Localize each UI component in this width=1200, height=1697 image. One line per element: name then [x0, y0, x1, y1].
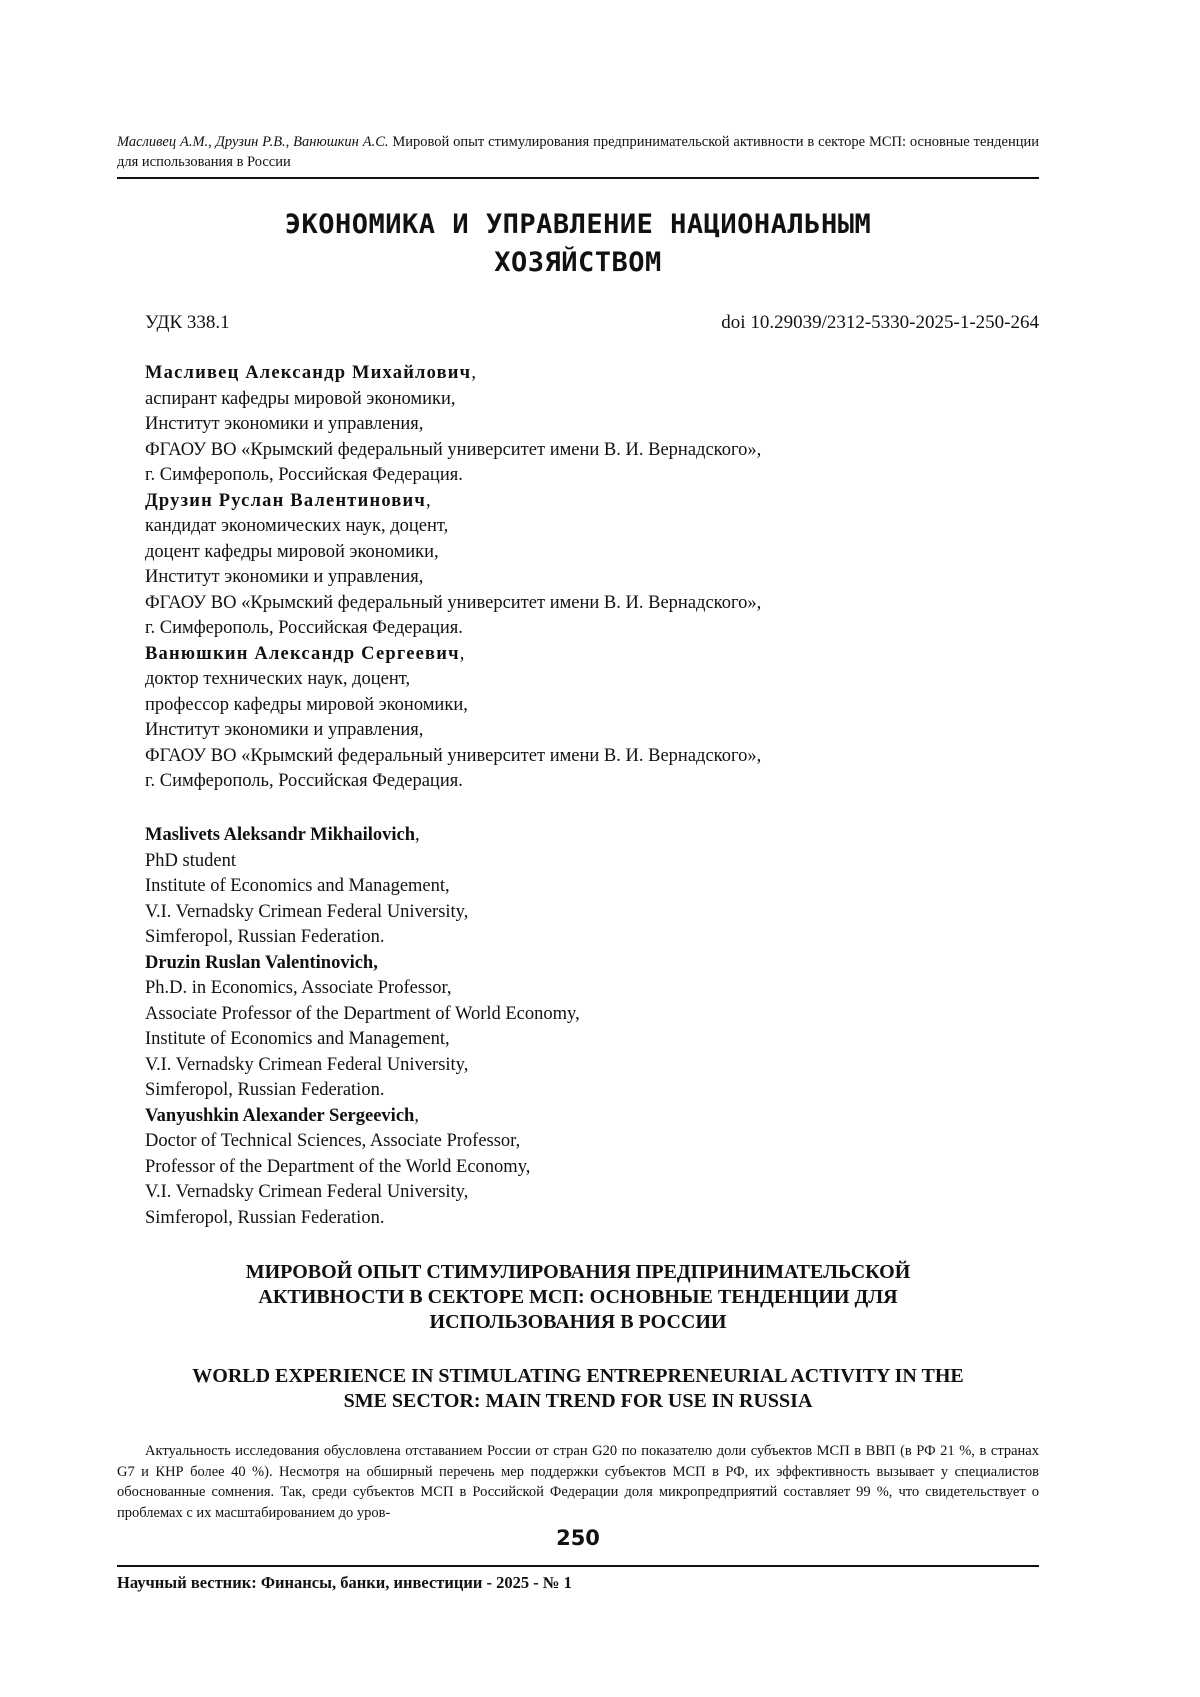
- affiliation-line: доктор технических наук, доцент,: [145, 669, 411, 689]
- article-title-ru: [117, 1260, 1039, 1335]
- title-line: SME SECTOR: MAIN TREND FOR USE IN RUSSIA: [343, 1390, 813, 1412]
- authors-ru: [145, 361, 1025, 795]
- authors-en: [145, 823, 1025, 1231]
- affiliation-line: Doctor of Technical Sciences, Associate Professor,: [145, 1131, 521, 1151]
- footer-rule: [117, 1565, 1039, 1567]
- affiliation-line: PhD student: [145, 850, 236, 871]
- author-name: Друзин Руслан Валентинович: [145, 490, 426, 511]
- author-ru-3: Ванюшкин Александр Сергеевич,: [145, 643, 465, 664]
- author-name: Масливец Александр Михайлович: [145, 363, 472, 383]
- affiliation-line: профессор кафедры мировой экономики,: [145, 694, 468, 715]
- author-name: Ванюшкин Александр Сергеевич: [145, 643, 460, 664]
- section-title-line: ХОЗЯЙСТВОМ: [494, 247, 662, 278]
- affiliation-line: Simferopol, Russian Federation.: [145, 927, 385, 947]
- affiliation-line: г. Симферополь, Российская Федерация.: [145, 771, 463, 791]
- header-rule: [117, 177, 1039, 179]
- running-header-title: Мировой опыт стимулирования предпринимательской активности в секторе МСП: основные тенденции для использования в России: [117, 134, 1039, 170]
- affiliation-line: Институт экономики и управления,: [145, 567, 424, 587]
- affiliation-line: г. Симферополь, Российская Федерация.: [145, 618, 463, 638]
- author-name: Maslivets Aleksandr Mikhailovich: [145, 825, 415, 845]
- title-line: МИРОВОЙ ОПЫТ СТИМУЛИРОВАНИЯ ПРЕДПРИНИМАТЕЛЬСКОЙ: [245, 1261, 911, 1283]
- author-en-1: Maslivets Aleksandr Mikhailovich,: [145, 825, 420, 845]
- affiliation-line: ФГАОУ ВО «Крымский федеральный университет имени В. И. Вернадского»,: [145, 592, 762, 613]
- affiliation-line: кандидат экономических наук, доцент,: [145, 516, 449, 536]
- abstract-paragraph: Актуальность исследования обусловлена отставанием России от стран G20 по показателю доли субъектов МСП в ВВП (в РФ 21 %, в странах G7 и КНР более 40 %). Несмотря на обширный перечень мер поддержки субъектов МСП в РФ, их эффективность вызывает у специалистов обоснованные сомнения. Так, среди субъектов МСП в Российской Федерации доля микропредприятий составляет 99 %, что свидетельствует о проблемах с их масштабированием до уров-: [117, 1443, 1039, 1521]
- author-en-3: Vanyushkin Alexander Sergeevich,: [145, 1105, 419, 1126]
- affiliation-line: ФГАОУ ВО «Крымский федеральный университет имени В. И. Вернадского»,: [145, 439, 762, 460]
- affiliation-line: Professor of the Department of the World Economy,: [145, 1156, 531, 1177]
- article-title-en: [117, 1364, 1039, 1414]
- doi: doi 10.29039/2312-5330-2025-1-250-264: [721, 312, 1039, 333]
- affiliation-line: Associate Professor of the Department of World Economy,: [145, 1003, 580, 1024]
- author-name: Vanyushkin Alexander Sergeevich: [145, 1105, 415, 1126]
- affiliation-line: доцент кафедры мировой экономики,: [145, 541, 439, 562]
- affiliation-line: V.I. Vernadsky Crimean Federal University,: [145, 1182, 469, 1202]
- affiliation-line: Институт экономики и управления,: [145, 720, 424, 740]
- page-number: 250: [556, 1526, 600, 1550]
- affiliation-line: V.I. Vernadsky Crimean Federal University,: [145, 1054, 469, 1075]
- affiliation-line: Simferopol, Russian Federation.: [145, 1080, 385, 1100]
- author-ru-1: Масливец Александр Михайлович,: [145, 363, 476, 383]
- running-header: [117, 132, 1039, 172]
- affiliation-line: Institute of Economics and Management,: [145, 876, 450, 896]
- udk-code: УДК 338.1: [145, 312, 230, 333]
- title-line: АКТИВНОСТИ В СЕКТОРЕ МСП: ОСНОВНЫЕ ТЕНДЕНЦИИ ДЛЯ: [258, 1286, 898, 1308]
- section-title: [117, 206, 1039, 282]
- title-line: WORLD EXPERIENCE IN STIMULATING ENTREPRENEURIAL ACTIVITY IN THE: [192, 1365, 964, 1387]
- abstract: [117, 1441, 1039, 1523]
- section-title-line: ЭКОНОМИКА И УПРАВЛЕНИЕ НАЦИОНАЛЬНЫМ: [284, 209, 872, 240]
- affiliation-line: Ph.D. in Economics, Associate Professor,: [145, 978, 452, 998]
- affiliation-line: Institute of Economics and Management,: [145, 1029, 450, 1049]
- title-line: ИСПОЛЬЗОВАНИЯ В РОССИИ: [429, 1311, 727, 1333]
- affiliation-line: Институт экономики и управления,: [145, 414, 424, 434]
- affiliation-line: Simferopol, Russian Federation.: [145, 1207, 385, 1228]
- author-name: Druzin Ruslan Valentinovich: [145, 952, 374, 973]
- journal-footer: Научный вестник: Финансы, банки, инвестиции - 2025 - № 1: [117, 1573, 572, 1592]
- affiliation-line: V.I. Vernadsky Crimean Federal University,: [145, 901, 469, 922]
- affiliation-line: аспирант кафедры мировой экономики,: [145, 388, 456, 409]
- affiliation-line: г. Симферополь, Российская Федерация.: [145, 465, 463, 485]
- affiliation-line: ФГАОУ ВО «Крымский федеральный университет имени В. И. Вернадского»,: [145, 745, 762, 766]
- author-en-2: Druzin Ruslan Valentinovich,: [145, 952, 378, 973]
- running-header-authors: Масливец А.М., Друзин Р.В., Ванюшкин А.С.: [117, 134, 389, 150]
- author-ru-2: Друзин Руслан Валентинович,: [145, 490, 431, 511]
